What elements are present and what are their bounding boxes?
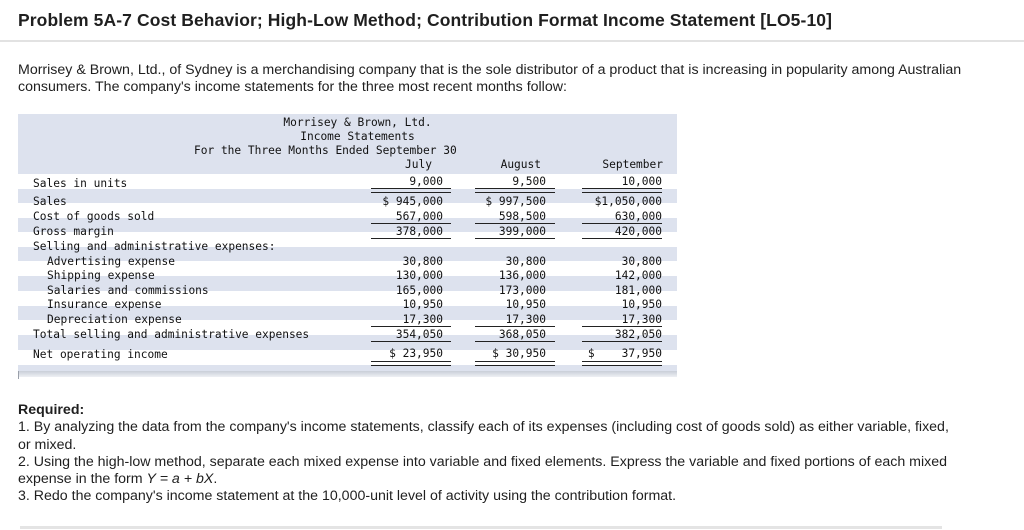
cell-ni-september: $ 37,950 <box>587 347 662 360</box>
row-label-sales-units: Sales in units <box>33 177 128 190</box>
cell-tsga-august: 368,050 <box>498 328 546 341</box>
cell-sal-july: 165,000 <box>395 284 443 297</box>
table-bottom-shadow <box>18 371 677 377</box>
underline <box>582 341 662 342</box>
underline <box>582 326 662 327</box>
row-label-sales: Sales <box>33 195 67 208</box>
company-name: Morrisey & Brown, Ltd. <box>283 116 432 129</box>
underline <box>582 223 662 224</box>
cell-units-august: 9,500 <box>512 175 546 188</box>
underline <box>475 223 555 224</box>
row-label-salaries: Salaries and commissions <box>47 284 209 297</box>
statement-name: Income Statements <box>300 130 415 143</box>
row-label-advertising: Advertising expense <box>47 255 175 268</box>
underline <box>371 341 451 342</box>
double-underline <box>475 188 555 193</box>
cell-ni-august: $ 30,950 <box>492 347 546 360</box>
cell-gm-august: 399,000 <box>498 225 546 238</box>
cell-ship-september: 142,000 <box>614 269 662 282</box>
row-label-depreciation: Depreciation expense <box>47 313 182 326</box>
cell-tsga-september: 382,050 <box>614 328 662 341</box>
column-header-july: July <box>405 158 432 171</box>
underline <box>371 238 451 239</box>
cell-cogs-september: 630,000 <box>614 210 662 223</box>
underline <box>475 341 555 342</box>
double-underline <box>475 361 555 366</box>
column-header-august: August <box>500 158 541 171</box>
double-underline <box>582 361 662 366</box>
requirements-section <box>18 402 958 506</box>
cell-tsga-july: 354,050 <box>395 328 443 341</box>
intro-paragraph: Morrisey & Brown, Ltd., of Sydney is a merchandising company that is the sole distributor of a product that is increasing in popularity among Australian consumers. The company's income statements for the three most recent months follow: <box>18 62 962 95</box>
underline <box>475 238 555 239</box>
page-title: Problem 5A-7 Cost Behavior; High-Low Method; Contribution Format Income Statement [LO5-10] <box>18 10 833 30</box>
cell-adv-july: 30,800 <box>402 255 443 268</box>
cell-dep-september: 17,300 <box>621 313 662 326</box>
cell-sal-september: 181,000 <box>614 284 662 297</box>
cell-sales-september: $1,050,000 <box>594 195 662 208</box>
cell-sales-july: $ 945,000 <box>382 195 443 208</box>
header-divider <box>0 40 1024 42</box>
table-edge <box>18 371 19 379</box>
cell-dep-july: 17,300 <box>402 313 443 326</box>
double-underline <box>371 188 451 193</box>
cell-adv-september: 30,800 <box>621 255 662 268</box>
row-label-cogs: Cost of goods sold <box>33 210 155 223</box>
cell-dep-august: 17,300 <box>505 313 546 326</box>
underline <box>582 238 662 239</box>
cell-units-july: 9,000 <box>409 175 443 188</box>
row-label-shipping: Shipping expense <box>47 269 155 282</box>
cell-sal-august: 173,000 <box>498 284 546 297</box>
underline <box>371 223 451 224</box>
footer-divider <box>20 526 942 529</box>
cell-ins-september: 10,950 <box>621 298 662 311</box>
double-underline <box>582 188 662 193</box>
cell-units-september: 10,000 <box>621 175 662 188</box>
cell-ins-july: 10,950 <box>402 298 443 311</box>
cell-cogs-july: 567,000 <box>395 210 443 223</box>
cell-ni-july: $ 23,950 <box>389 347 443 360</box>
underline <box>371 326 451 327</box>
cell-ins-august: 10,950 <box>505 298 546 311</box>
cell-ship-august: 136,000 <box>498 269 546 282</box>
underline <box>475 326 555 327</box>
requirement-2: 2. Using the high-low method, separate each mixed expense into variable and fixed elements. Express the variable and fixed portions of each mixed expense in the form Y = a + bX. <box>18 453 948 488</box>
row-label-total-sga: Total selling and administrative expenses <box>33 328 310 341</box>
cell-gm-september: 420,000 <box>614 225 662 238</box>
cell-adv-august: 30,800 <box>505 255 546 268</box>
cell-cogs-august: 598,500 <box>498 210 546 223</box>
required-heading: Required: <box>18 402 85 418</box>
requirement-3: 3. Redo the company's income statement at the 10,000-unit level of activity using the contribution format. <box>18 488 677 505</box>
requirement-1: 1. By analyzing the data from the company's income statements, classify each of its expenses (including cost of goods sold) as either variable, fixed, or mixed. <box>18 419 949 453</box>
row-label-sga-header: Selling and administrative expenses: <box>33 240 276 253</box>
double-underline <box>371 361 451 366</box>
row-label-insurance: Insurance expense <box>47 298 162 311</box>
cell-ship-july: 130,000 <box>395 269 443 282</box>
row-label-gross-margin: Gross margin <box>33 225 114 238</box>
cell-sales-august: $ 997,500 <box>485 195 546 208</box>
cell-gm-july: 378,000 <box>395 225 443 238</box>
statement-period: For the Three Months Ended September 30 <box>194 144 457 157</box>
row-label-net-income: Net operating income <box>33 348 168 361</box>
column-header-september: September <box>602 158 663 171</box>
income-statement-table <box>18 114 677 371</box>
formula: Y = a + bX <box>146 471 214 488</box>
